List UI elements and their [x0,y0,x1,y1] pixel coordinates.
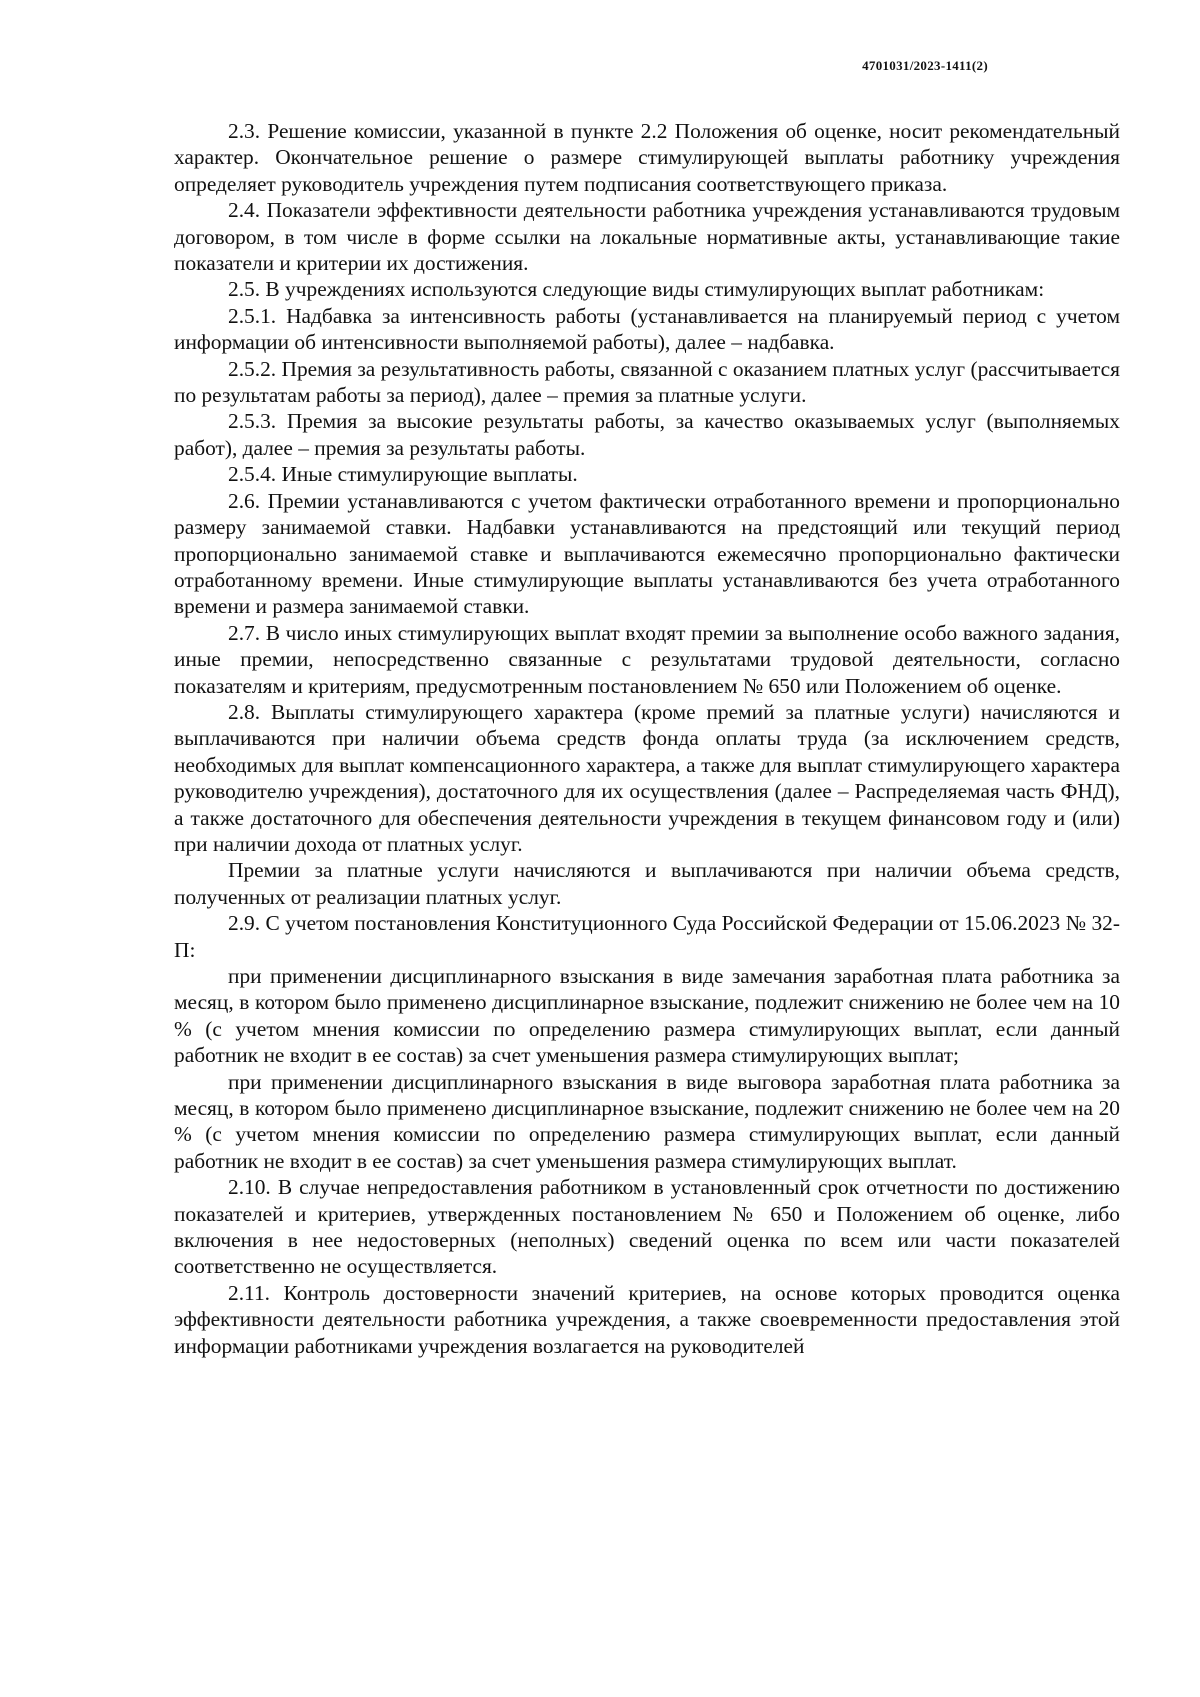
paragraph-2-10: 2.10. В случае непредоставления работником в установленный срок отчетности по достижению показателей и критериев, утвержденных постановлением № 650 и Положением об оценке, либо включения в нее недостоверных (неполных) сведений оценка по всем или части показателей соответственно не осуществляется. [174,1175,1120,1279]
document-body [174,118,1120,1359]
paragraph-2-11: 2.11. Контроль достоверности значений критериев, на основе которых проводится оценка эффективности деятельности работника учреждения, а также своевременности предоставления этой информации работниками учреждения возлагается на руководителей [174,1280,1120,1358]
paragraph-2-8-paid-services: Премии за платные услуги начисляются и выплачиваются при наличии объема средств, полученных от реализации платных услуг. [174,858,1120,909]
paragraph-2-9-reprimand: при применении дисциплинарного взыскания в виде выговора заработная плата работника за месяц, в котором было применено дисциплинарное взыскание, подлежит снижению не более чем на 20 % (с учетом мнения комиссии по определению размера стимулирующих выплат, если данный работник не входит в ее состав) за счет уменьшения размера стимулирующих выплат. [174,1069,1120,1173]
paragraph-2-3: 2.3. Решение комиссии, указанной в пункте 2.2 Положения об оценке, носит рекомендательный характер. Окончательное решение о размере стимулирующей выплаты работнику учреждения определяет руководитель учреждения путем подписания соответствующего приказа. [174,119,1120,196]
paragraph-2-9: 2.9. С учетом постановления Конституционного Суда Российской Федерации от 15.06.2023 № 32-П: [174,911,1120,962]
paragraph-2-7: 2.7. В число иных стимулирующих выплат входят премии за выполнение особо важного задания, иные премии, непосредственно связанные с результатами трудовой деятельности, согласно показателям и критериям, предусмотренным постановлением № 650 или Положением об оценке. [174,620,1120,698]
paragraph-2-9-remark: при применении дисциплинарного взыскания в виде замечания заработная плата работника за месяц, в котором было применено дисциплинарное взыскание, подлежит снижению не более чем на 10 % (с учетом мнения комиссии по определению размера стимулирующих выплат, если данный работник не входит в ее состав) за счет уменьшения размера стимулирующих выплат; [174,964,1120,1068]
paragraph-2-5-4: 2.5.4. Иные стимулирующие выплаты. [228,462,578,487]
document-number: 4701031/2023-1411(2) [862,58,988,73]
paragraph-2-8: 2.8. Выплаты стимулирующего характера (кроме премий за платные услуги) начисляются и выплачиваются при наличии объема средств фонда оплаты труда (за исключением средств, необходимых для выплат компенсационного характера, а также для выплат стимулирующего характера руководителю учреждения), достаточного для их осуществления (далее – Распределяемая часть ФНД), а также достаточного для обеспечения деятельности учреждения в текущем финансовом году и (или) при наличии дохода от платных услуг. [174,699,1120,856]
paragraph-2-5: 2.5. В учреждениях используются следующие виды стимулирующих выплат работникам: [228,277,1045,302]
paragraph-2-5-1: 2.5.1. Надбавка за интенсивность работы (устанавливается на планируемый период с учетом информации об интенсивности выполняемой работы), далее – надбавка. [174,303,1120,355]
paragraph-2-4: 2.4. Показатели эффективности деятельности работника учреждения устанавливаются трудовым договором, в том числе в форме ссылки на локальные нормативные акты, устанавливающие такие показатели и критерии их достижения. [174,198,1120,276]
paragraph-2-6: 2.6. Премии устанавливаются с учетом фактически отработанного времени и пропорционально размеру занимаемой ставки. Надбавки устанавливаются на предстоящий или текущий период пропорционально занимаемой ставке и выплачиваются ежемесячно пропорционально фактически отработанному времени. Иные стимулирующие выплаты устанавливаются без учета отработанного времени и размера занимаемой ставки. [174,488,1120,619]
paragraph-2-5-3: 2.5.3. Премия за высокие результаты работы, за качество оказываемых услуг (выполняемых работ), далее – премия за результаты работы. [174,409,1120,460]
paragraph-2-5-2: 2.5.2. Премия за результативность работы, связанной с оказанием платных услуг (рассчитывается по результатам работы за период), далее – премия за платные услуги. [174,356,1120,408]
